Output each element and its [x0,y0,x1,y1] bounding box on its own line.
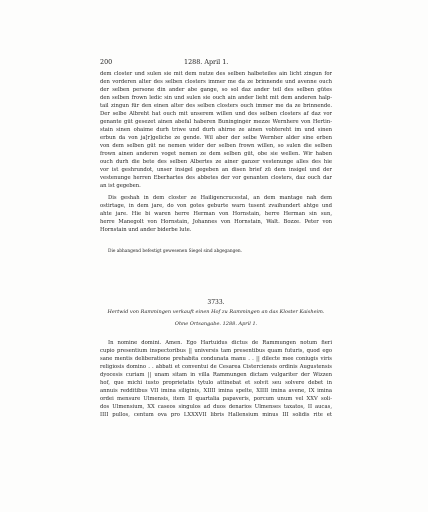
text-line: von dem selben güt ne nemen wider der selben frown willen, so sulen die selben [100,143,332,149]
text-line: Hornstain und ander biderbe lute. [100,227,192,233]
text-line: ostirtage, in dem jare, do von gotes geburte warn tusent zvaihundert ahtge und [100,203,332,209]
text-line: den vorderen alter des selben closters immer me da ze brinnende und avenne ouch [100,79,332,85]
text-line: ordei mensure Ulmensis, item II quartalia papaveris, porcum unum vel XXV soli- [100,396,332,402]
text-line: vor ist geshrundot, unser insigel gegeben an disen brief zü dem insigel und der [100,167,332,173]
text-line: ouch durh die bete des selben Albertes ze ainer ganzer vestenunge alles des hie [100,159,332,165]
text-line: an ist gegeben. [100,183,141,189]
text-line: Der selbe Albreht hat ouch mit unserem willen und des selben closters af daz vor [100,111,332,117]
text-line: genante güt gesezet ainen abefal haberen Buningingér mezze Wernhere von Hertin- [100,119,332,125]
text-line: tail zingun für den einen alter des selben closters ouch immer me da ze brinnende. [100,103,332,109]
page-number: 200 [100,58,113,66]
text-line: IIII pullos, centum ova pro LXXXVII libris Hallensium minus III solidis rite et [100,412,332,418]
seal-note: Die abhangend befestigt gewesenen Siegel sind abgegangen. [108,249,243,254]
text-line: hof, que michi iusto proprietatis tytulo attinebat et solvit seu solvere debet in [100,380,332,386]
text-line: den selben frown ledic sin und sulen sie ouch ain ander lieht mit dem anderen halp- [100,95,332,101]
text-line: religiosis domino . . abbati et conventui de Cesarea Cisterciensis ordinis Augustensis [100,364,332,370]
text-line: Dis geshah in dem closter ze Hailigencrucestal, an dem mantage nah dem [108,195,332,201]
text-line: In nomine domini. Amen. Ego Hartuidus dictus de Rammungen notum fieri [108,340,332,346]
document-regest: Hertwid von Rammingen verkauft einen Hof zu Rammingen an das Kloster Kaisheim. [107,309,325,315]
running-header [100,57,332,67]
header-date: 1288. April 1. [184,58,229,66]
text-line: vestenunge herren Eberhartes des abbetes der vor genanten closters, daz ouch dar [100,175,332,181]
text-line: stain sinen ohaime durh triwe und durh ahirne ze ainen vohtereht im und sinen [100,127,332,133]
text-line: annuis redditibus VII imina siliginis, XIIII imina spelte, XIIII imina avene, IX imina [100,388,332,394]
text-line: der selben persone din ander abe gange, so sol daz ander teil des selben gütes [100,87,332,93]
text-line: dyocesis curiam || unam sitam in villa Rammungen dictam vulgariter der Wizzen [100,372,332,378]
document-number: 3733. [207,299,225,306]
document-dateline: Ohne Ortsangabe. 1288. April 1. [174,321,258,327]
text-line: dem closter und sulen sie mit dem nutze des selben halbeteiles ain licht zingun for [100,71,332,77]
text-line: ahte jare. Hie bi waren herre Herman von Hornstain, herre Herman sin sun, [100,211,332,217]
text-line: cupio presentium inspectoribus || universis tam presentibus quam futuris, quod ego [100,348,332,354]
text-line: erbun da von ja[r]geliche ze gende. Wil aber der selbe Wernher alder sine erben [100,135,332,141]
text-line: frown ainen anderen voget nemen ze dem selben güt, obe sie wellen. Wir haben [100,151,332,157]
text-line: herre Manegolt von Hornstain, Johannes von Hornstain, Walt. Bozze. Peter von [100,219,332,225]
text-line: dos Ulmensium, XX caseos singulos ad duos denarios Ulmenses taxatos, II aucas, [100,404,332,410]
text-line: sane mentis deliberatione prehabita condunata manu . . || dilecte mee coniugis viris [100,356,332,362]
